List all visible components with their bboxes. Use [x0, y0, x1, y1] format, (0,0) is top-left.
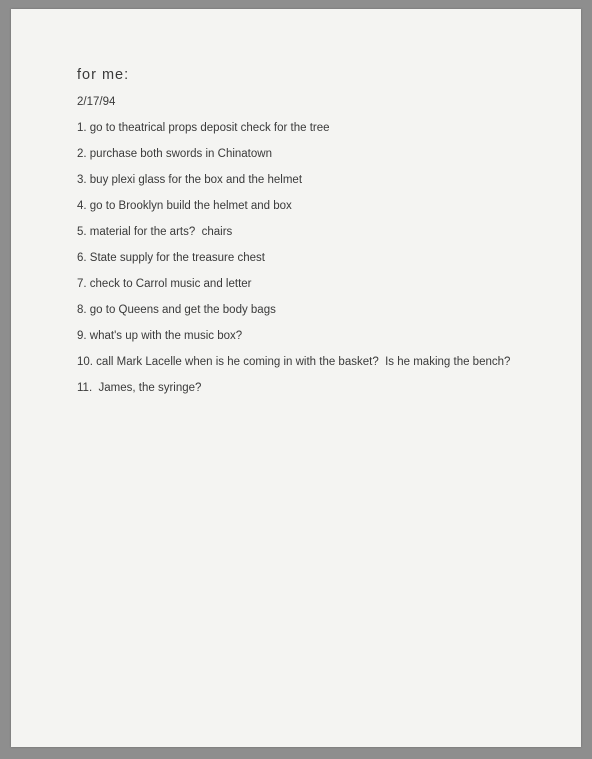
- list-item: 6. State supply for the treasure chest: [77, 252, 265, 264]
- list-item: 4. go to Brooklyn build the helmet and box: [77, 200, 292, 212]
- todo-list: [77, 122, 510, 408]
- list-item: 5. material for the arts? chairs: [77, 226, 233, 238]
- list-item: 7. check to Carrol music and letter: [77, 278, 252, 290]
- list-item: 8. go to Queens and get the body bags: [77, 304, 276, 316]
- list-item: 3. buy plexi glass for the box and the helmet: [77, 174, 303, 186]
- document-date: 2/17/94: [77, 96, 116, 108]
- list-item: 11. James, the syringe?: [77, 382, 202, 394]
- list-item: 2. purchase both swords in Chinatown: [77, 148, 272, 160]
- paper-sheet: [11, 9, 581, 747]
- list-item: 1. go to theatrical props deposit check for the tree: [77, 122, 330, 134]
- document-heading: for me:: [77, 67, 130, 83]
- list-item: 9. what's up with the music box?: [77, 330, 243, 342]
- list-item: 10. call Mark Lacelle when is he coming in with the basket? Is he making the bench?: [77, 356, 511, 368]
